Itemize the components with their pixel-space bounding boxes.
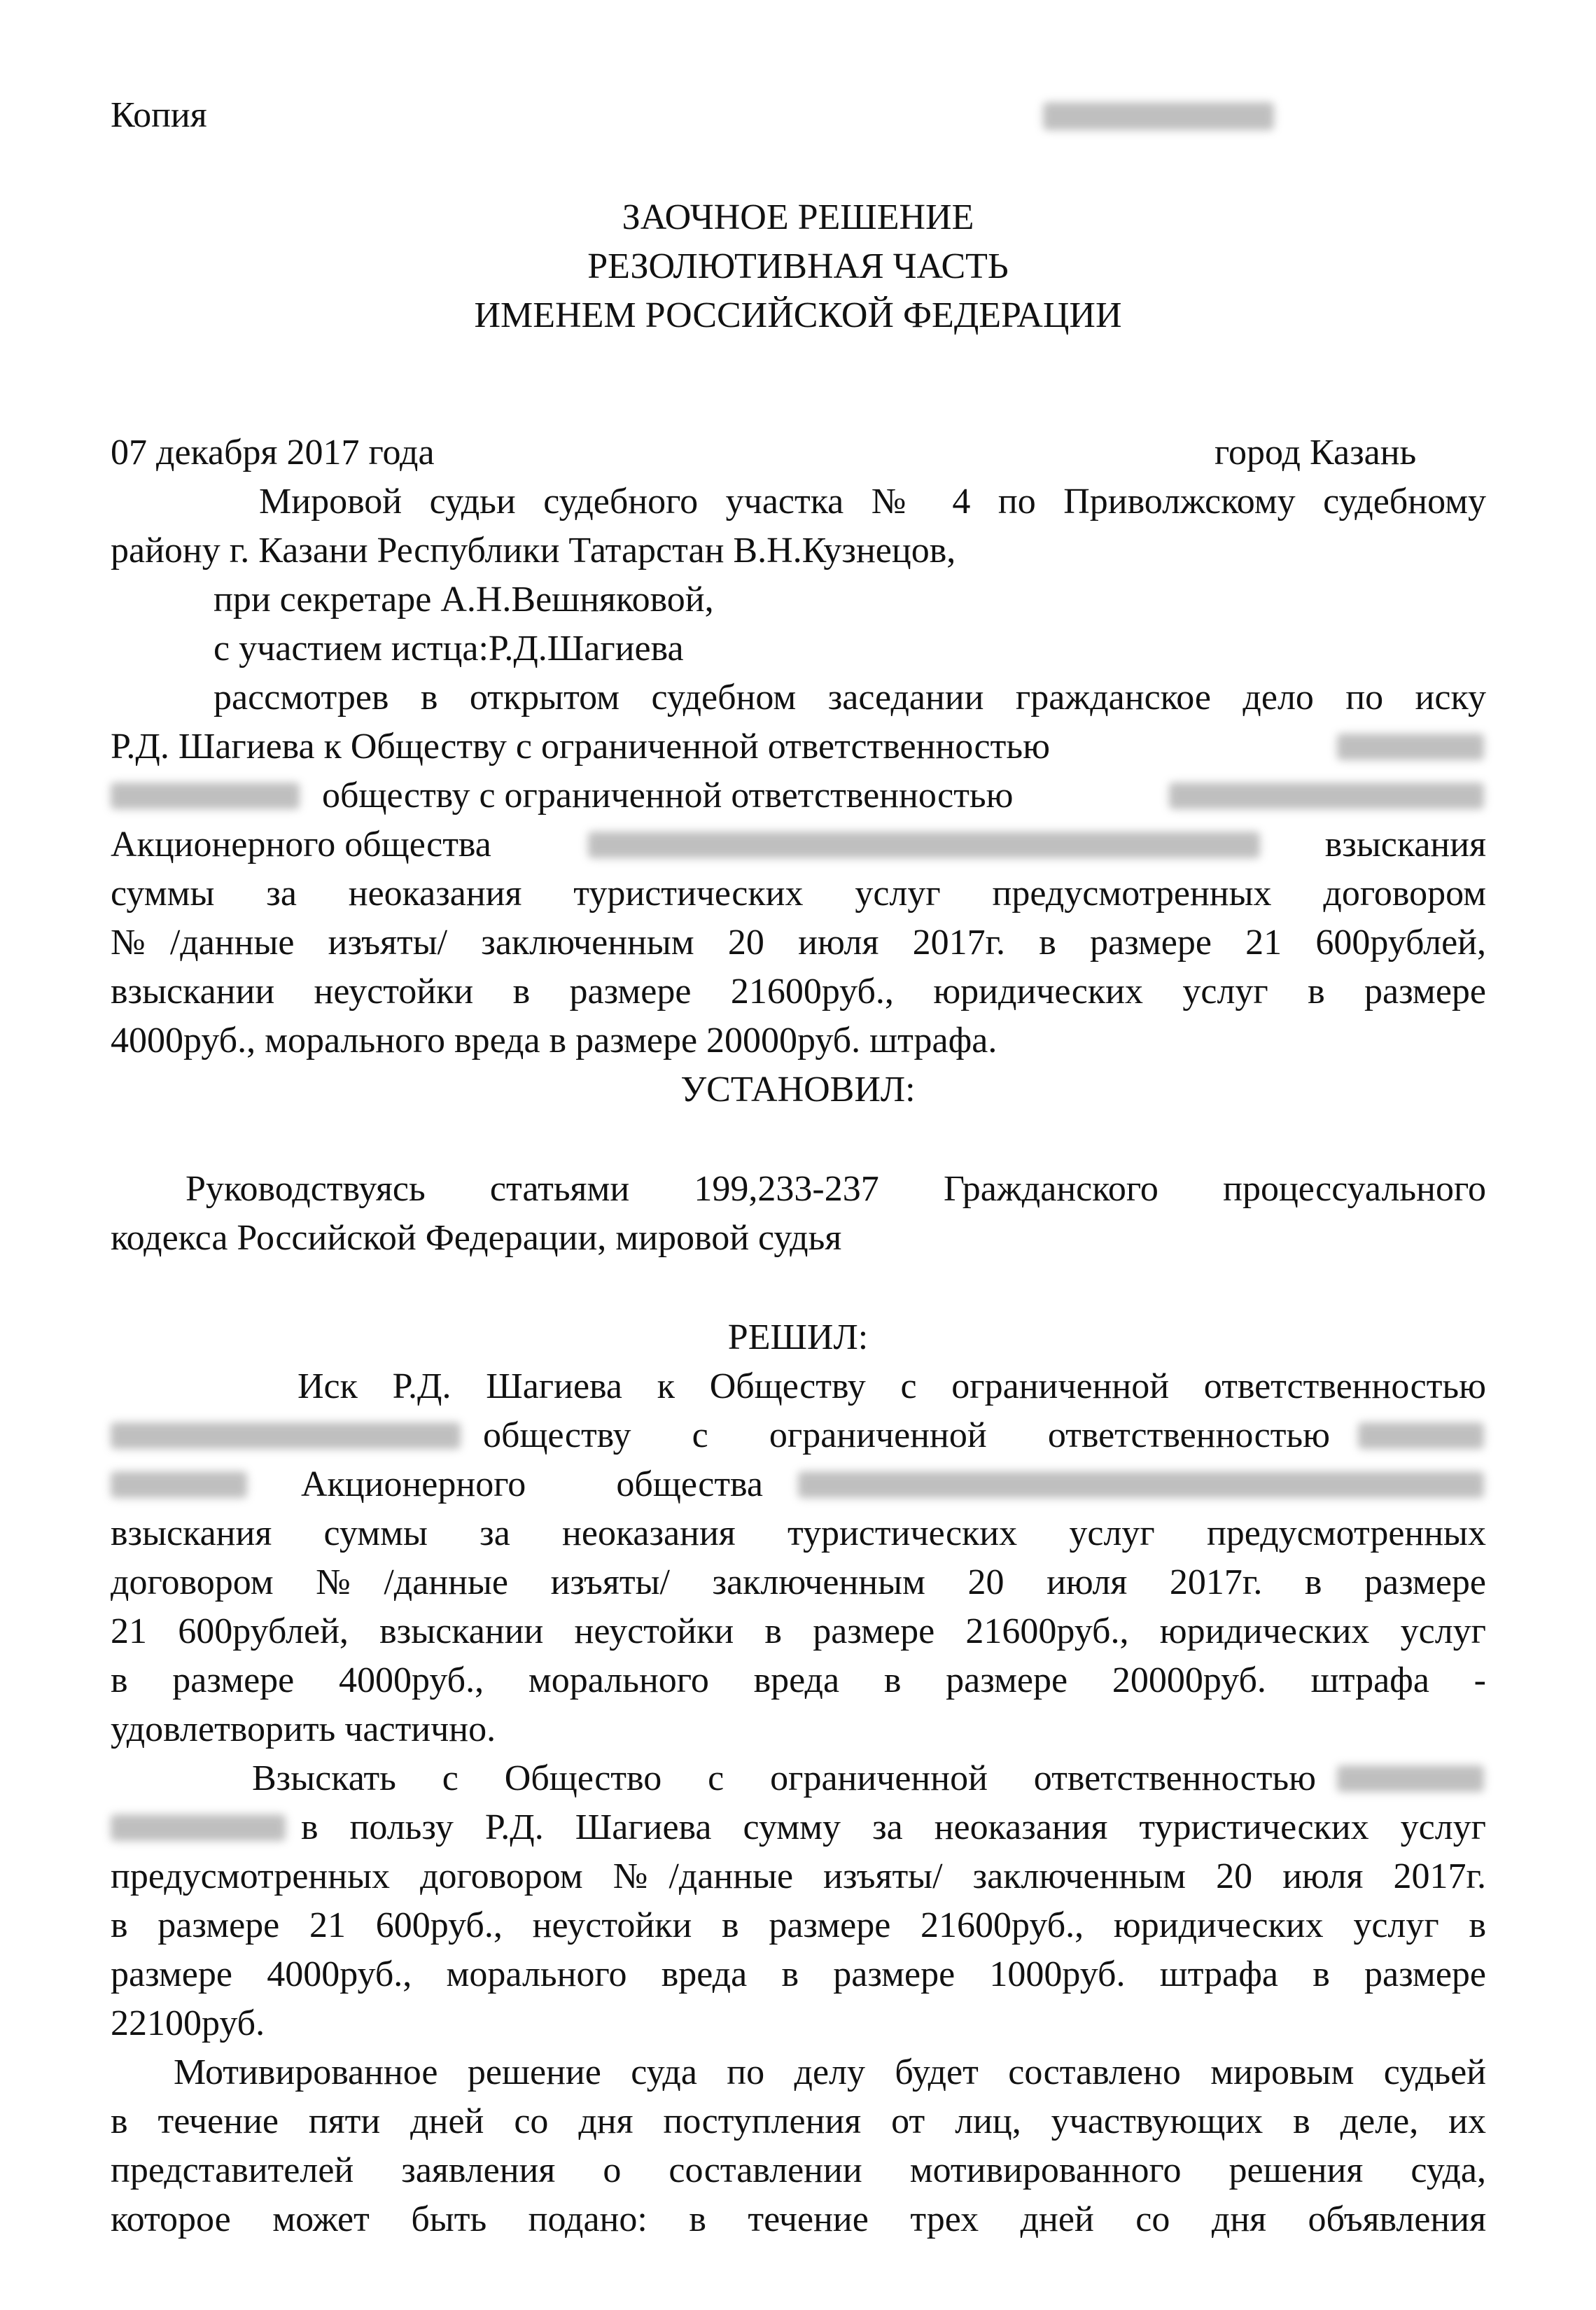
redaction-block xyxy=(1043,102,1274,130)
grounds-line: кодекса Российской Федерации, мировой судья xyxy=(111,1218,842,1258)
decision-line: удовлетворить частично. xyxy=(111,1709,496,1749)
established-heading: УСТАНОВИЛ: xyxy=(680,1070,916,1110)
motivated-line: которое может быть подано: в течение трех дней со дня объявления xyxy=(111,2199,1486,2239)
intro-line: №/данные изъяты/ заключенным 20 июля 2017г. в размере 21 600рублей, xyxy=(111,923,1486,962)
intro-line: суммы за неоказания туристических услуг предусмотренных договором xyxy=(111,874,1486,913)
recovery-line: в размере 21 600руб., неустойки в размере 21600руб., юридических услуг в xyxy=(111,1905,1486,1945)
decision-line: Иск Р.Д. Шагиева к Обществу с ограниченной ответственностью xyxy=(298,1366,1486,1406)
doc-subtitle: РЕЗОЛЮТИВНАЯ ЧАСТЬ xyxy=(587,246,1009,286)
decision-line: Акционерного общества xyxy=(301,1464,763,1504)
redaction-block xyxy=(1169,783,1484,809)
decision-line: 21 600рублей, взыскании неустойки в размере 21600руб., юридических услуг xyxy=(111,1611,1486,1651)
doc-title: ЗАОЧНОЕ РЕШЕНИЕ xyxy=(622,197,974,237)
redaction-block xyxy=(111,783,300,809)
doc-federation-line: ИМЕНЕМ РОССИЙСКОЙ ФЕДЕРАЦИИ xyxy=(474,295,1122,335)
redaction-block xyxy=(1358,1422,1484,1449)
decision-date: 07 декабря 2017 года xyxy=(111,433,435,472)
grounds-line: Руководствуясь статьями 199,233-237 Гражданского процессуального xyxy=(186,1169,1486,1209)
recovery-line: предусмотренных договором №/данные изъяты/ заключенным 20 июля 2017г. xyxy=(111,1856,1486,1896)
intro-line: району г. Казани Республики Татарстан В.Н.Кузнецов, xyxy=(111,531,956,570)
recovery-line: размере 4000руб., морального вреда в размере 1000руб. штрафа в размере xyxy=(111,1954,1486,1994)
redaction-block xyxy=(1337,734,1484,760)
recovery-line: 22100руб. xyxy=(111,2003,265,2043)
redaction-block xyxy=(111,1422,461,1449)
decision-line: обществу с ограниченной ответственностью xyxy=(483,1415,1330,1455)
plaintiff-line: с участием истца:Р.Д.Шагиева xyxy=(214,629,684,668)
decision-city: город Казань xyxy=(1214,433,1417,472)
decision-line: договором №/данные изъяты/ заключенным 20 июля 2017г. в размере xyxy=(111,1562,1486,1602)
intro-line: Р.Д. Шагиева к Обществу с ограниченной ответственностью xyxy=(111,727,1050,766)
redaction-block xyxy=(798,1471,1484,1498)
copy-label: Копия xyxy=(111,95,207,135)
intro-line: 4000руб., морального вреда в размере 20000руб. штрафа. xyxy=(111,1021,997,1060)
decided-heading: РЕШИЛ: xyxy=(727,1317,869,1357)
redacted-case-number xyxy=(1043,102,1274,130)
redaction-block xyxy=(1337,1765,1484,1792)
secretary-line: при секретаре А.Н.Вешняковой, xyxy=(214,580,714,620)
intro-line: взыскании неустойки в размере 21600руб., юридических услуг в размере xyxy=(111,972,1486,1011)
redaction-block xyxy=(111,1814,286,1841)
redaction-block xyxy=(111,1471,247,1498)
redaction-block xyxy=(588,832,1260,858)
motivated-line: Мотивированное решение суда по делу будет составлено мировым судьей xyxy=(174,2052,1486,2092)
decision-line: в размере 4000руб., морального вреда в размере 20000руб. штрафа - xyxy=(111,1660,1486,1700)
motivated-line: представителей заявления о составлении мотивированного решения суда, xyxy=(111,2150,1486,2190)
decision-line: взыскания суммы за неоказания туристических услуг предусмотренных xyxy=(111,1513,1486,1553)
motivated-line: в течение пяти дней со дня поступления от лиц, участвующих в деле, их xyxy=(111,2101,1486,2141)
intro-line: Мировой судьи судебного участка № 4 по Приволжскому судебному xyxy=(259,482,1486,522)
intro-line: Акционерного общества xyxy=(111,825,491,864)
intro-line: рассмотрев в открытом судебном заседании гражданское дело по иску xyxy=(214,678,1486,718)
recovery-line: Взыскать с Общество с ограниченной ответственностью xyxy=(252,1758,1316,1798)
recovery-line: в пользу Р.Д. Шагиева сумму за неоказания туристических услуг xyxy=(301,1807,1486,1847)
intro-line: взыскания xyxy=(1324,825,1486,864)
intro-line: обществу с ограниченной ответственностью xyxy=(322,776,1014,816)
